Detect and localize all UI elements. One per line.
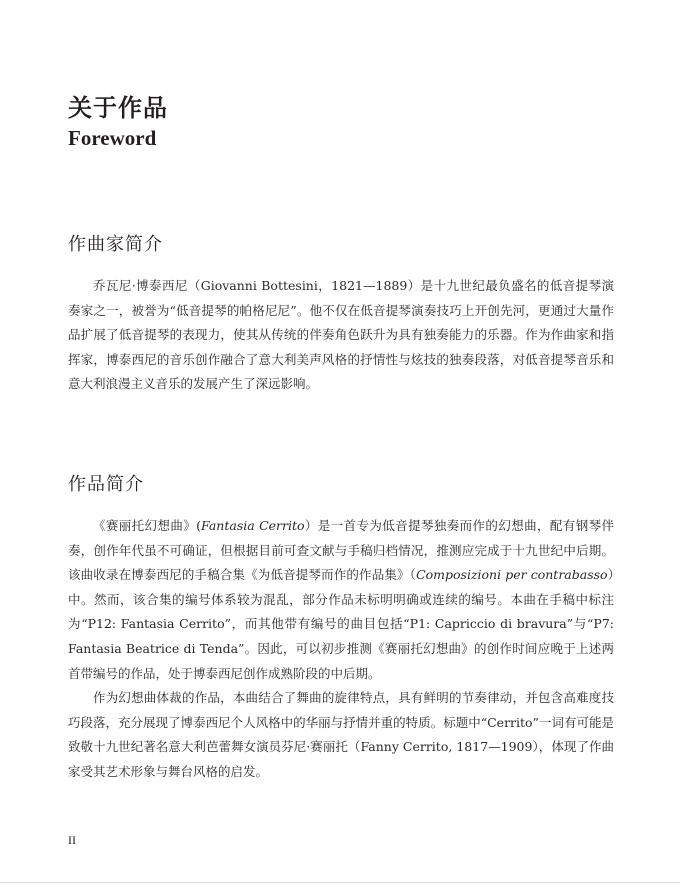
page-bottom-divider	[0, 882, 680, 883]
work-paragraph-2: 作为幻想曲体裁的作品，本曲结合了舞曲的旋律特点，具有鲜明的节奏律动，并包含高难度技巧段落，充分展现了博泰西尼个人风格中的华丽与抒情并重的特质。标题中“Cerrito”一词有可能是致敬十九世纪著名意大利芭蕾舞女演员芬尼·赛丽托（Fanny Cerrito, 1817—1909），体现了作曲家受其艺术形象与舞台风格的启发。	[68, 690, 614, 779]
composer-section-body	[68, 274, 614, 397]
work-title-italic: Fantasia Cerrito	[201, 518, 305, 533]
page-title-english: Foreword	[68, 126, 157, 150]
collection-title-italic: Composizioni per contrabasso	[416, 567, 608, 583]
composer-section-heading: 作曲家简介	[68, 234, 163, 255]
work-section-body	[68, 514, 614, 785]
work-p1-text-a: 《赛丽托幻想曲》(	[93, 518, 202, 533]
work-section-heading: 作品简介	[68, 474, 144, 495]
composer-paragraph: 乔瓦尼·博泰西尼（Giovanni Bottesini，1821—1889）是十九世纪最负盛名的低音提琴演奏家之一，被誉为“低音提琴的帕格尼尼”。他不仅在低音提琴演奏技巧上开创先河，更通过大量作品扩展了低音提琴的表现力，使其从传统的伴奏角色跃升为具有独奏能力的乐器。作为作曲家和指挥家，博泰西尼的音乐创作融合了意大利美声风格的抒情性与炫技的独奏段落，对低音提琴音乐和意大利浪漫主义音乐的发展产生了深远影响。	[68, 278, 614, 392]
work-paragraph-1	[68, 514, 614, 686]
work-p1-text-c: ）是一首专为低音提琴独奏而作的幻想曲，配有钢琴伴奏，创作年代虽不可确证，但根据目前可查文献与手稿归档情况，推测应完成于十九世纪中后期。该曲收录在博泰西尼的手稿合集《为低音提琴而作的作品集》（	[68, 518, 614, 583]
page-number: II	[68, 833, 76, 847]
page-title-chinese: 关于作品	[68, 93, 168, 122]
work-p1-text-e: ）中。然而，该合集的编号体系较为混乱，部分作品未标明明确或连续的编号。本曲在手稿中标注为“P12: Fantasia Cerrito”，而其他带有编号的曲目包括“P1: Capriccio di bravura”与“P7: Fantasia Beatrice di Tenda”。因此，可以初步推测《赛丽托幻想曲》的创作时间应晚于上述两首带编号的作品，处于博泰西尼创作成熟阶段的中后期。	[68, 567, 614, 681]
